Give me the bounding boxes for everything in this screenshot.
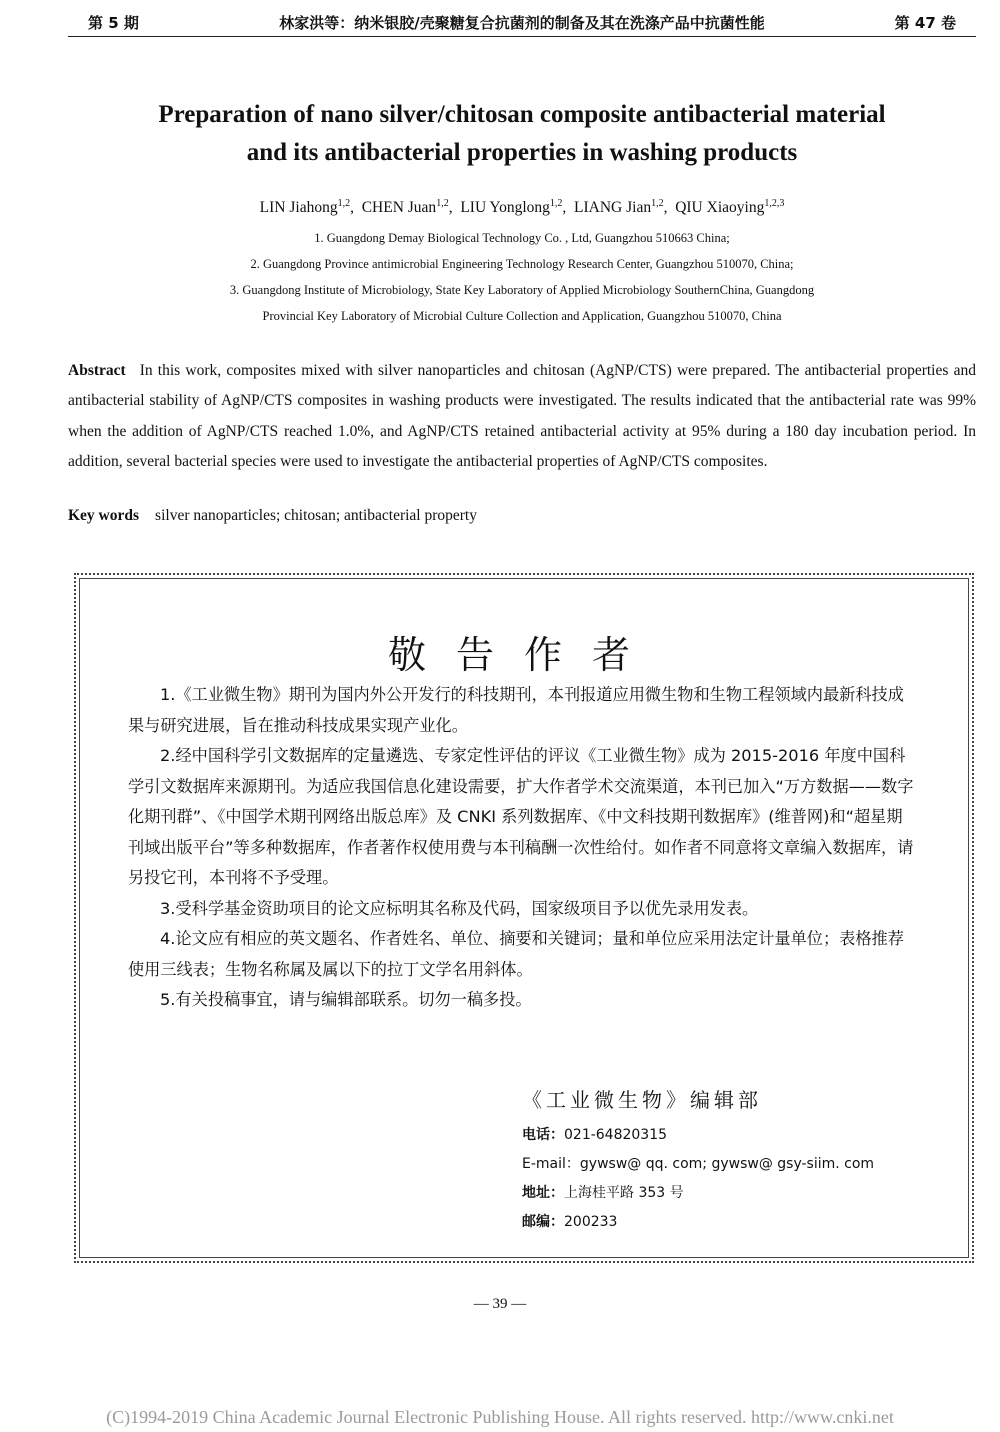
address-value: 上海桂平路 353 号 [564,1185,684,1201]
notice-paragraph-2: 2.经中国科学引文数据库的定量遴选、专家定性评估的评议《工业微生物》成为 2015-2016 年度中国科学引文数据库来源期刊。为适应我国信息化建设需要，扩大作者学术交流渠道，本刊已加入“万方数据——数字化期刊群”、《中国学术期刊网络出版总库》及 CNKI 系列数据库、《中文科技期刊数据库》(维普网)和“超星期刊域出版平台”等多种数据库，作者著作权使用费与本刊稿酬一次性给付。如作者不同意将文章编入数据库，请另投它刊，本刊将不予受理。 [128,746,914,887]
zip-label: 邮编： [522,1214,564,1230]
email-value: gywsw@ qq. com; gywsw@ gsy-siim. com [579,1156,875,1172]
copyright-footer: (C)1994-2019 China Academic Journal Electronic Publishing House. All rights reserved. http://www.cnki.net [106,1407,894,1427]
phone-row [522,1121,874,1150]
author-affiliation: 1,2 [549,198,563,209]
address-row [522,1179,874,1208]
paper-title [68,96,976,172]
abstract-text: In this work, composites mixed with silver nanoparticles and chitosan (AgNP/CTS) were prepared. The antibacterial properties and antibacterial stability of AgNP/CTS composites in washing products were investigated. The results indicated that the antibacterial rate was 99% when the addition of AgNP/CTS reached 1.0%, and AgNP/CTS retained antibacterial activity at 95% during a 180 day incubation period. In addition, several bacterial species were used to investigate the antibacterial properties of AgNP/CTS composites. [68,362,976,471]
editorial-office: 《工业微生物》编辑部 [522,1088,762,1112]
abstract-label: Abstract [68,362,126,379]
email-row [522,1150,874,1179]
author-name: CHEN Juan [361,199,437,217]
zip-value: 200233 [564,1214,618,1230]
page-number: — 39 — [473,1296,527,1312]
affiliation-2: 2. Guangdong Province antimicrobial Engineering Technology Research Center, Guangzhou 510070, China; [250,257,794,271]
affiliation-3: 3. Guangdong Institute of Microbiology, State Key Laboratory of Applied Microbiology SouthernChina, Guangdong [229,283,815,297]
editorial-contact [522,1084,874,1237]
phone-label: 电话： [522,1127,564,1143]
author-affiliation: 1,2,3 [764,198,785,209]
affiliation-1: 1. Guangdong Demay Biological Technology Co. , Ltd, Guangzhou 510663 China; [314,231,730,245]
author-affiliation: 1,2 [436,198,449,209]
zip-row [522,1208,874,1237]
notice-paragraph-3: 3.受科学基金资助项目的论文应标明其名称及代码，国家级项目予以优先录用发表。 [160,898,759,918]
author-name: QIU Xiaoying [675,199,765,217]
affiliation-3-continued: Provincial Key Laboratory of Microbial Culture Collection and Application, Guangzhou 510070, China [262,309,782,323]
author-name: LIANG Jian [574,199,652,217]
author-name: LIN Jiahong [259,199,338,217]
email-label: E-mail： [522,1156,580,1172]
author-affiliation: 1,2 [651,198,664,209]
abstract [68,356,976,478]
keywords [68,507,976,525]
paper-title-line-1: Preparation of nano silver/chitosan composite antibacterial material [158,101,886,128]
keywords-text: silver nanoparticles; chitosan; antibacterial property [155,507,477,524]
running-header [68,6,976,37]
notice-title: 敬告作者 [387,633,660,677]
paper-title-line-2: and its antibacterial properties in washing products [246,139,798,166]
issue-number: 第 5 期 [88,14,139,32]
running-title: 林家洪等：纳米银胶/壳聚糖复合抗菌剂的制备及其在洗涤产品中抗菌性能 [279,14,765,32]
author-list: LIN Jiahong$^{1,2}$, CHEN Juan$^{1,2}$, LIU Yonglong$^{1,2}$, LIANG Jian$^{1,2}$, QIU Xiaoying$^{1,2,3}$ [259,198,785,217]
notice-paragraph-1: 1.《工业微生物》期刊为国内外公开发行的科技期刊，本刊报道应用微生物和生物工程领域内最新科技成果与研究进展，旨在推动科技成果实现产业化。 [128,685,904,735]
phone-value: 021-64820315 [564,1127,668,1143]
author-name: LIU Yonglong [460,199,550,217]
address-label: 地址： [522,1185,564,1201]
notice-paragraph-5: 5.有关投稿事宜，请与编辑部联系。切勿一稿多投。 [160,990,532,1009]
notice-body [128,680,918,1016]
author-affiliation: 1,2 [337,198,351,209]
keywords-label: Key words [68,507,140,524]
volume-number: 第 47 卷 [894,14,956,32]
notice-paragraph-4: 4.论文应有相应的英文题名、作者姓名、单位、摘要和关键词；量和单位应采用法定计量单位；表格推荐使用三线表；生物名称属及属以下的拉丁文学名用斜体。 [128,929,904,979]
